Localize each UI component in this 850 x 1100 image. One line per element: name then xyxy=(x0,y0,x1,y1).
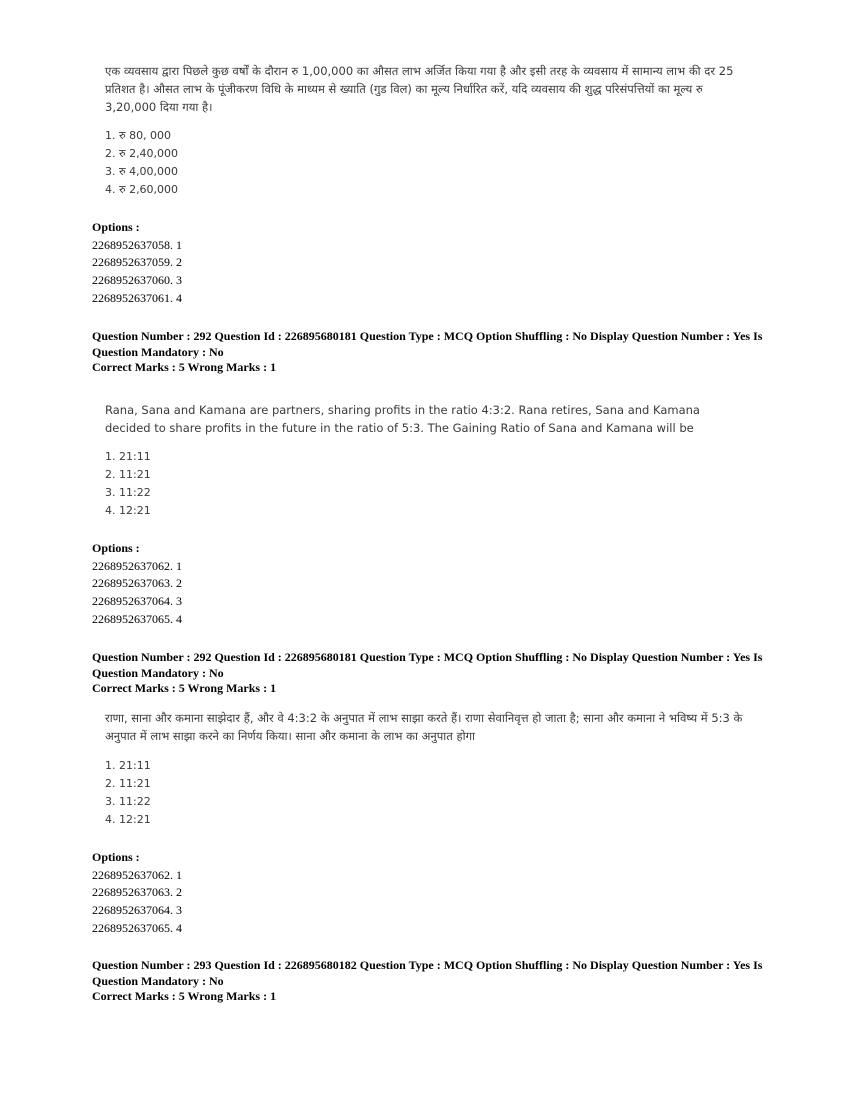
option-id: 2268952637065. 4 xyxy=(92,920,182,935)
options-label: Options : xyxy=(92,541,140,555)
answer-choice: 2. रु 2,40,000 xyxy=(105,147,179,160)
option-id: 2268952637063. 2 xyxy=(92,885,182,900)
answer-choice: 1. 21:11 xyxy=(105,759,151,772)
options-label: Options : xyxy=(92,850,140,864)
question-meta-line: Question Number : 293 Question Id : 226895680182 Question Type : MCQ Option Shuffling : No Display Question Number : Yes Is xyxy=(92,958,763,972)
answer-choice: 4. रु 2,60,000 xyxy=(105,183,179,196)
question-meta-line: Question Number : 292 Question Id : 226895680181 Question Type : MCQ Option Shuffling : No Display Question Number : Yes Is xyxy=(92,329,763,343)
option-id: 2268952637065. 4 xyxy=(92,611,182,626)
question-meta-line: Question Mandatory : No xyxy=(92,665,224,680)
option-id: 2268952637064. 3 xyxy=(92,903,182,918)
answer-choice: 2. 11:21 xyxy=(105,468,151,481)
answer-choices xyxy=(105,448,405,520)
answer-choice: 1. रु 80, 000 xyxy=(105,129,172,142)
option-id: 2268952637061. 4 xyxy=(92,290,182,305)
answer-choice: 4. 12:21 xyxy=(105,813,151,826)
question-meta xyxy=(92,958,772,1005)
options-list xyxy=(92,849,392,938)
option-id: 2268952637059. 2 xyxy=(92,255,182,270)
option-id: 2268952637058. 1 xyxy=(92,237,182,252)
options-list xyxy=(92,219,392,308)
answer-choice: 1. 21:11 xyxy=(105,450,151,463)
option-id: 2268952637064. 3 xyxy=(92,594,182,609)
marks-line: Correct Marks : 5 Wrong Marks : 1 xyxy=(92,681,277,695)
question-meta-line: Question Mandatory : No xyxy=(92,973,224,988)
answer-choice: 3. 11:22 xyxy=(105,795,151,808)
options-label: Options : xyxy=(92,220,140,234)
question-text: एक व्यवसाय द्वारा पिछले कुछ वर्षों के दौरान रु 1,00,000 का औसत लाभ अर्जित किया गया है और इसी तरह के व्यवसाय में सामान्य लाभ की दर 25 प्रतिशत है। औसत लाभ के पूंजीकरण विधि के माध्यम से ख्याति (गुड विल) का मूल्य निर्धारित करें, यदि व्यवसाय की शुद्ध परिसंपत्तियों का मूल्य रु 3,20,000 दिया गया है। xyxy=(105,64,734,114)
option-id: 2268952637062. 1 xyxy=(92,558,182,573)
marks-line: Correct Marks : 5 Wrong Marks : 1 xyxy=(92,360,277,374)
option-id: 2268952637060. 3 xyxy=(92,273,182,288)
options-list xyxy=(92,540,392,629)
answer-choices xyxy=(105,127,405,199)
answer-choice: 2. 11:21 xyxy=(105,777,151,790)
option-id: 2268952637063. 2 xyxy=(92,576,182,591)
question-text: Rana, Sana and Kamana are partners, sharing profits in the ratio 4:3:2. Rana retires, Sana and Kamana decided to share profits in the future in the ratio of 5:3. The Gaining Ratio of Sana and Kamana will be xyxy=(105,403,700,435)
answer-choice: 4. 12:21 xyxy=(105,504,151,517)
answer-choices xyxy=(105,757,405,829)
question-meta-line: Question Mandatory : No xyxy=(92,344,224,359)
answer-choice: 3. 11:22 xyxy=(105,486,151,499)
question-text: राणा, साना और कमाना साझेदार हैं, और वे 4:3:2 के अनुपात में लाभ साझा करते हैं। राणा सेवानिवृत्त हो जाता है; साना और कमाना ने भविष्य में 5:3 के अनुपात में लाभ साझा करने का निर्णय किया। साना और कमाना के लाभ का अनुपात होगा xyxy=(105,711,743,743)
question-meta-line: Question Number : 292 Question Id : 226895680181 Question Type : MCQ Option Shuffling : No Display Question Number : Yes Is xyxy=(92,650,763,664)
question-meta xyxy=(92,329,772,376)
option-id: 2268952637062. 1 xyxy=(92,867,182,882)
marks-line: Correct Marks : 5 Wrong Marks : 1 xyxy=(92,989,277,1003)
question-meta xyxy=(92,650,772,697)
answer-choice: 3. रु 4,00,000 xyxy=(105,165,179,178)
